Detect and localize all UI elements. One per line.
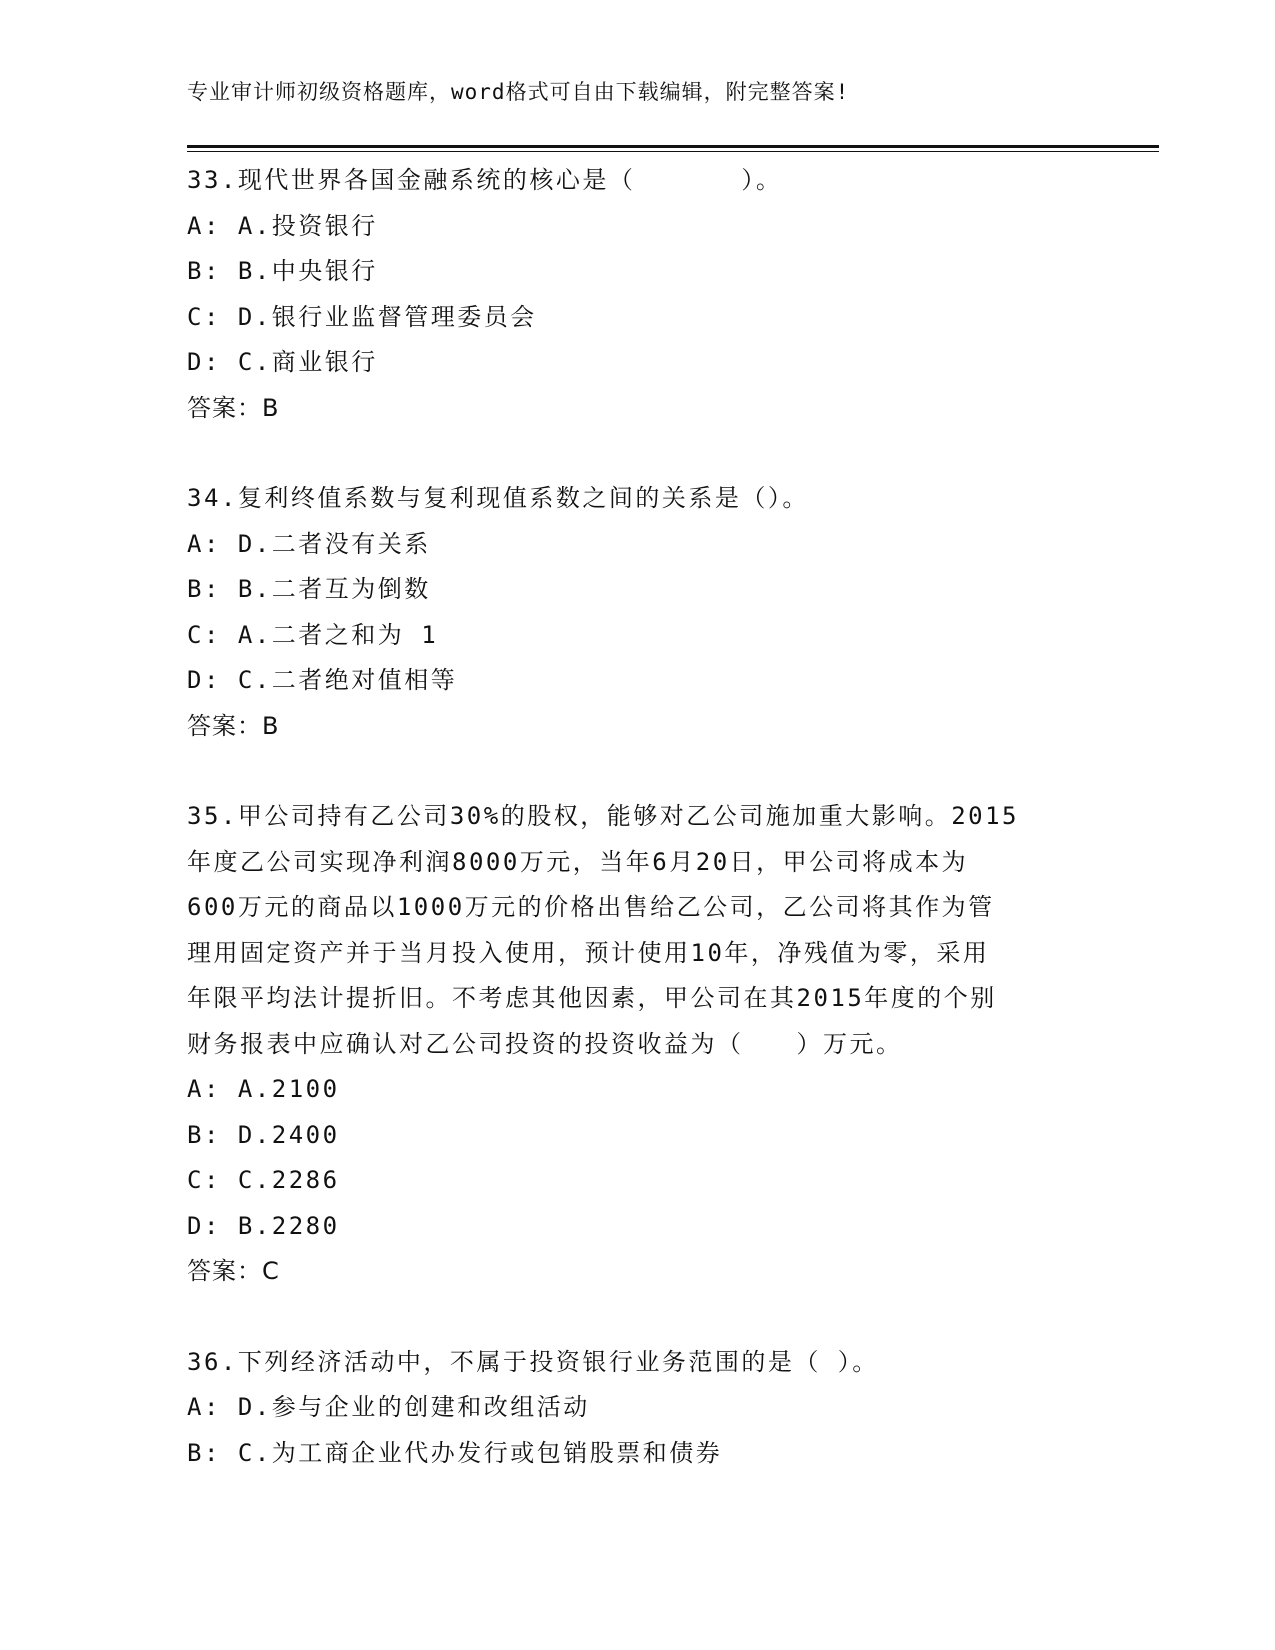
option-b: B: C.为工商企业代办发行或包销股票和债券: [187, 1438, 723, 1467]
option-d: D: C.二者绝对值相等: [187, 666, 458, 694]
answer: 答案：B: [187, 711, 280, 740]
question-36: [187, 1340, 1087, 1477]
option-d: D: C.商业银行: [187, 348, 378, 376]
question-stem: 33.现代世界各国金融系统的核心是（ ）。: [187, 166, 783, 194]
question-stem-line: 600万元的商品以1000万元的价格出售给乙公司，乙公司将其作为管: [187, 893, 995, 921]
question-stem-line: 年度乙公司实现净利润8000万元，当年6月20日，甲公司将成本为: [187, 847, 969, 876]
option-b: B: B.中央银行: [187, 257, 378, 285]
header-rule-thick: [187, 145, 1159, 148]
question-34: [187, 476, 1087, 749]
question-list: [187, 158, 1087, 1521]
option-b: B: D.2400: [187, 1120, 340, 1149]
option-a: A: D.参与企业的创建和改组活动: [187, 1393, 590, 1421]
answer: 答案：C: [187, 1257, 280, 1285]
header-rule-thin: [187, 151, 1159, 152]
option-c: C: C.2286: [187, 1166, 340, 1194]
question-stem: 34.复利终值系数与复利现值系数之间的关系是（）。: [187, 484, 809, 512]
answer: 答案：B: [187, 393, 280, 422]
question-stem-line: 财务报表中应确认对乙公司投资的投资收益为（ ）万元。: [187, 1029, 903, 1058]
question-stem-line: 年限平均法计提折旧。不考虑其他因素，甲公司在其2015年度的个别: [187, 984, 997, 1012]
question-35: [187, 794, 1087, 1295]
option-a: A: A.投资银行: [187, 211, 378, 240]
option-b: B: B.二者互为倒数: [187, 575, 431, 603]
question-stem-line: 35.甲公司持有乙公司30%的股权，能够对乙公司施加重大影响。2015: [187, 802, 1019, 830]
option-c: C: A.二者之和为 1: [187, 620, 439, 649]
option-c: C: D.银行业监督管理委员会: [187, 302, 537, 331]
question-33: [187, 158, 1087, 431]
page-header: 专业审计师初级资格题库，word格式可自由下载编辑，附完整答案!: [187, 80, 850, 104]
option-a: A: D.二者没有关系: [187, 529, 431, 558]
option-a: A: A.2100: [187, 1075, 340, 1103]
option-d: D: B.2280: [187, 1211, 340, 1240]
question-stem: 36.下列经济活动中，不属于投资银行业务范围的是（ ）。: [187, 1347, 879, 1376]
question-stem-line: 理用固定资产并于当月投入使用，预计使用10年，净残值为零，采用: [187, 938, 990, 967]
